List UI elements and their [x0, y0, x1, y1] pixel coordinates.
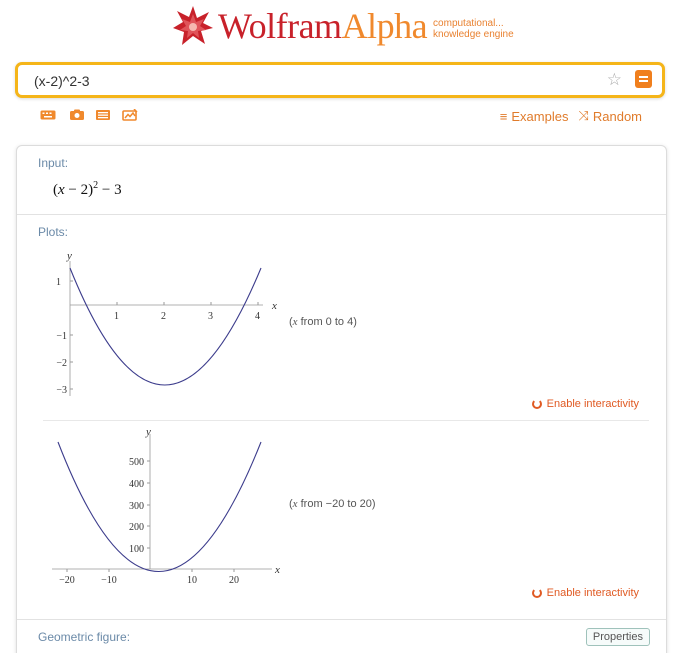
interactivity-icon: [532, 588, 542, 598]
plot1-y-tick: −3: [56, 385, 67, 396]
plot-wide-range: [37, 424, 292, 586]
properties-button[interactable]: Properties: [586, 628, 650, 646]
examples-label: Examples: [511, 108, 569, 124]
plot2-x-tick: 20: [229, 575, 239, 586]
plot-small-range: [37, 246, 287, 396]
plot2-y-tick: 200: [129, 522, 144, 533]
plot2-range-var: x: [292, 498, 298, 510]
submit-button[interactable]: [635, 70, 652, 88]
camera-icon[interactable]: [69, 109, 85, 121]
star-icon[interactable]: ☆: [606, 70, 622, 89]
keyboard-icon[interactable]: [40, 109, 56, 121]
plot2-range-text: from −20 to 20): [297, 498, 376, 510]
plot1-x-axis-label: x: [272, 300, 277, 312]
plot2-x-axis-label: x: [275, 564, 280, 576]
plot2-y-tick: 100: [129, 544, 144, 555]
plot1-enable-interactivity[interactable]: [532, 398, 639, 410]
plot2-x-tick: −20: [59, 575, 75, 586]
plot2-y-tick: 500: [129, 457, 144, 468]
plot2-y-tick: 400: [129, 479, 144, 490]
plot-divider: [43, 420, 649, 421]
plot1-y-tick: 1: [56, 277, 61, 288]
logo-text-wolfram: Wolfram: [218, 6, 342, 46]
list-icon[interactable]: [95, 109, 111, 121]
plot1-curve: [70, 268, 261, 385]
input-formula: $(x - 2)^2 - 3$: [53, 180, 122, 198]
plot2-curve: [58, 442, 261, 572]
plot2-y-axis-label: y: [146, 426, 151, 438]
plot1-x-tick: 1: [114, 311, 119, 322]
plot1-x-tick: 2: [161, 311, 166, 322]
logo-text-alpha: Alpha: [341, 6, 428, 46]
search-bar: [15, 62, 665, 98]
plot2-enable-interactivity[interactable]: [532, 587, 639, 599]
search-input[interactable]: [34, 71, 594, 91]
logo-tagline: [433, 18, 514, 40]
plot1-range-caption: (x from 0 to 4): [289, 316, 357, 328]
pod-divider: [17, 214, 666, 215]
tagline-line-2: knowledge engine: [433, 29, 514, 40]
toolbar-links: [500, 108, 642, 124]
results-card: [16, 145, 667, 653]
plot1-x-tick: 3: [208, 311, 213, 322]
input-pod-title: Input:: [38, 156, 69, 170]
plots-pod-title: Plots:: [38, 225, 69, 239]
plot2-range-caption: (x from −20 to 20): [289, 498, 376, 510]
examples-link[interactable]: [500, 108, 569, 124]
plot2-x-tick: 10: [187, 575, 197, 586]
plot1-range-text: from 0 to 4): [297, 316, 357, 328]
plot2-x-tick: −10: [101, 575, 117, 586]
interactivity-label: Enable interactivity: [546, 398, 639, 410]
random-link[interactable]: [578, 108, 642, 124]
shuffle-icon: ⤨: [578, 108, 589, 123]
plot1-y-tick: −1: [56, 331, 67, 342]
plot1-x-tick: 4: [255, 311, 260, 322]
list-lines-icon: ≡: [499, 108, 508, 124]
interactivity-label: Enable interactivity: [546, 587, 639, 599]
wolfram-alpha-logo[interactable]: [172, 4, 514, 48]
plot2-y-tick: 300: [129, 501, 144, 512]
plot1-range-var: x: [292, 316, 298, 328]
plot1-y-axis-label: y: [67, 250, 72, 262]
spikey-logo-icon: [172, 5, 214, 47]
geometric-figure-pod-title: Geometric figure:: [38, 630, 131, 644]
interactivity-icon: [532, 399, 542, 409]
random-label: Random: [592, 108, 642, 124]
image-input-icon[interactable]: [122, 109, 138, 121]
tagline-line-1: computational...: [433, 18, 504, 29]
pod-divider: [17, 619, 666, 620]
plot1-y-tick: −2: [56, 358, 67, 369]
